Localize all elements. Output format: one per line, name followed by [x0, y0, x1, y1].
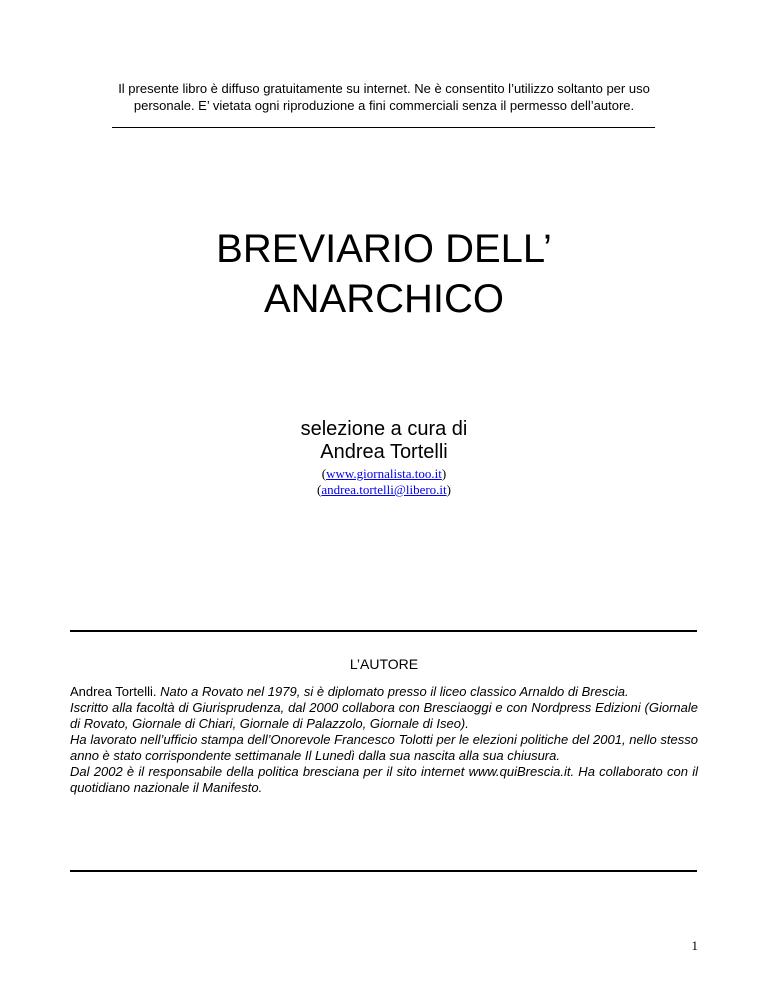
contact-links	[70, 466, 698, 498]
website-link[interactable]: www.giornalista.too.it	[326, 466, 442, 481]
copyright-notice	[70, 80, 698, 114]
curator-name: Andrea Tortelli	[320, 441, 448, 463]
header-divider	[112, 127, 655, 128]
author-section-heading: L’AUTORE	[349, 656, 419, 672]
author-section-top-divider	[70, 630, 697, 632]
curator-credit-label: selezione a cura di	[300, 418, 468, 440]
copyright-notice-line-2: personale. E’ vietata ogni riproduzione a fini commerciali senza il permesso dell’autore.	[133, 98, 635, 113]
author-bio-paragraph-3	[70, 732, 698, 764]
author-bio-text-3: Ha lavorato nell’ufficio stampa dell’Onorevole Francesco Tolotti per le elezioni politiche del 2001, nello stesso anno è stato corrispondente settimanale Il Lunedì dalla sua nascita alla sua chiusura.	[70, 732, 698, 763]
curator-credit	[70, 418, 698, 464]
book-title-line-2: ANARCHICO	[263, 277, 505, 321]
author-name: Andrea Tortelli.	[70, 684, 157, 699]
email-link[interactable]: andrea.tortelli@libero.it	[321, 482, 447, 497]
author-bio-text-1: Nato a Rovato nel 1979, si è diplomato presso il liceo classico Arnaldo di Brescia.	[160, 684, 629, 699]
copyright-notice-line-1: Il presente libro è diffuso gratuitamente su internet. Ne è consentito l’utilizzo soltanto per uso	[118, 81, 650, 96]
book-title	[70, 224, 698, 324]
author-bio-text-4: Dal 2002 è il responsabile della politica bresciana per il sito internet www.quiBrescia.it. Ha collaborato con il quotidiano nazionale il Manifesto.	[70, 764, 698, 795]
author-bio-paragraph-2	[70, 700, 698, 732]
page-number: 1	[691, 938, 698, 953]
author-bio-text-2: Iscritto alla facoltà di Giurisprudenza, dal 2000 collabora con Bresciaoggi e con Nordpress Edizioni (Giornale di Rovato, Giornale di Chiari, Giornale di Palazzolo, Giornale di Iseo).	[70, 700, 698, 731]
author-bio	[70, 684, 698, 796]
website-line: (www.giornalista.too.it)	[321, 466, 447, 481]
book-title-line-1: BREVIARIO DELL’	[216, 227, 552, 271]
author-bio-paragraph-1	[70, 684, 698, 700]
author-bio-paragraph-4	[70, 764, 698, 796]
email-line: (andrea.tortelli@libero.it)	[316, 482, 451, 497]
author-section-bottom-divider	[70, 870, 697, 872]
